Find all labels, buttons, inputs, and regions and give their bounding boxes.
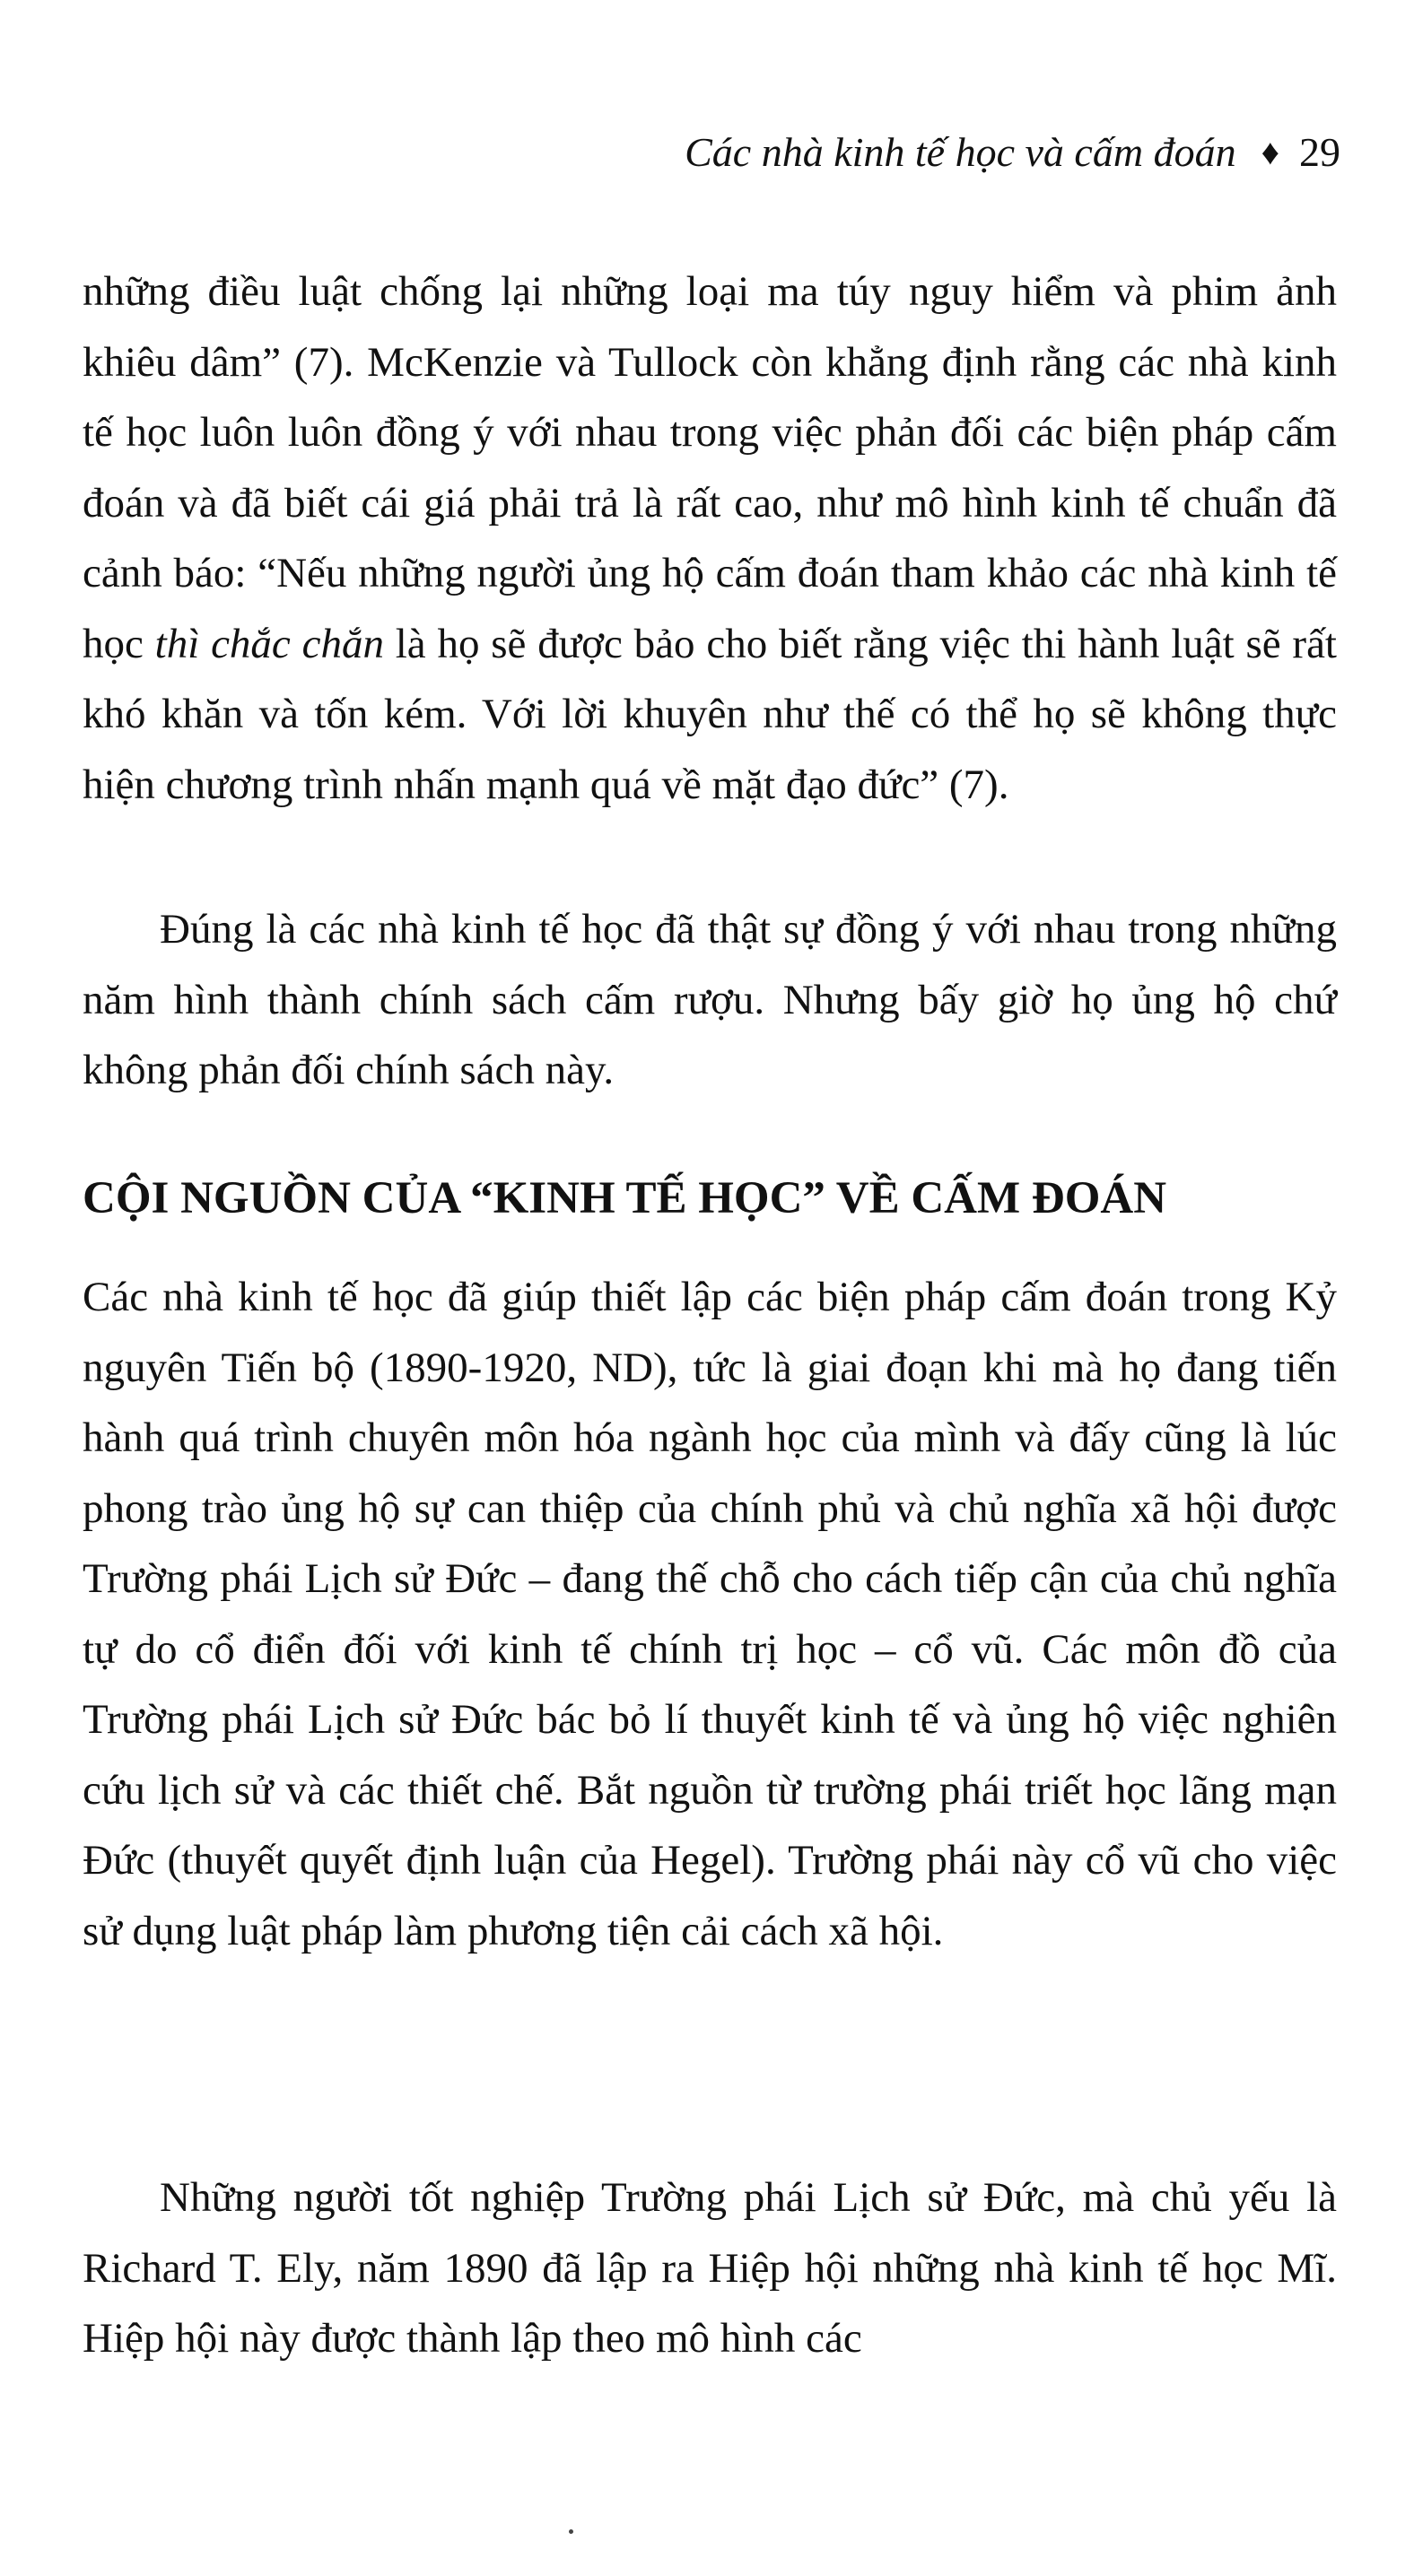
page-number: 29 (1299, 129, 1340, 175)
paragraph-1 (83, 257, 1337, 820)
paragraph-3: Các nhà kinh tế học đã giúp thiết lập các biện pháp cấm đoán trong Kỷ nguyên Tiến bộ (1890-1920, ND), tức là giai đoạn khi mà họ đang tiến hành quá trình chuyên môn hóa ngành học của mình và đấy cũng là lúc phong trào ủng hộ sự can thiệp của chính phủ và chủ nghĩa xã hội được Trường phái Lịch sử Đức – đang thế chỗ cho cách tiếp cận của chủ nghĩa tự do cổ điển đối với kinh tế chính trị học – cổ vũ. Các môn đồ của Trường phái Lịch sử Đức bác bỏ lí thuyết kinh tế và ủng hộ việc nghiên cứu lịch sử và các thiết chế. Bắt nguồn từ trường phái triết học lãng mạn Đức (thuyết quyết định luận của Hegel). Trường phái này cổ vũ cho việc sử dụng luật pháp làm phương tiện cải cách xã hội. (83, 1274, 1337, 1954)
paragraph-2: Đúng là các nhà kinh tế học đã thật sự đồng ý với nhau trong những năm hình thành chính sách cấm rượu. Nhưng bấy giờ họ ủng hộ chứ không phản đối chính sách này. (83, 906, 1337, 1093)
running-header (685, 126, 1340, 179)
paragraph-block-2 (83, 894, 1337, 1106)
running-title: Các nhà kinh tế học và cấm đoán (685, 129, 1236, 175)
paragraph-block-4 (83, 2163, 1337, 2374)
paragraph-1-text: những điều luật chống lại những loại ma túy nguy hiểm và phim ảnh khiêu dâm” (7). McKenzie và Tullock còn khẳng định rằng các nhà kinh tế học luôn luôn đồng ý với nhau trong việc phản đối các biện pháp cấm đoán và đã biết cái giá phải trả là rất cao, như mô hình kinh tế chuẩn đã cảnh báo: “Nếu những người ủng hộ cấm đoán tham khảo các nhà kinh tế học (83, 268, 1337, 667)
paragraph-block-3 (83, 1262, 1337, 1966)
diamond-separator-icon: ♦ (1261, 132, 1279, 172)
section-heading: CỘI NGUỒN CỦA “KINH TẾ HỌC” VỀ CẤM ĐOÁN (83, 1173, 1167, 1223)
paragraph-1-emphasis: thì chắc chắn (154, 620, 384, 667)
paragraph-4: Những người tốt nghiệp Trường phái Lịch sử Đức, mà chủ yếu là Richard T. Ely, năm 1890 đã lập ra Hiệp hội những nhà kinh tế học Mĩ. Hiệp hội này được thành lập theo mô hình các (83, 2174, 1337, 2362)
paragraph-continuation (83, 257, 1337, 820)
paragraph-1-end: là họ sẽ được bảo cho biết rằng việc thi hành luật sẽ rất khó khăn và tốn kém. Với lời khuyên như thế có thể họ sẽ không thực hiện chương trình nhấn mạnh quá về mặt đạo đức” (7). (83, 620, 1337, 808)
scan-speck (569, 2529, 573, 2534)
